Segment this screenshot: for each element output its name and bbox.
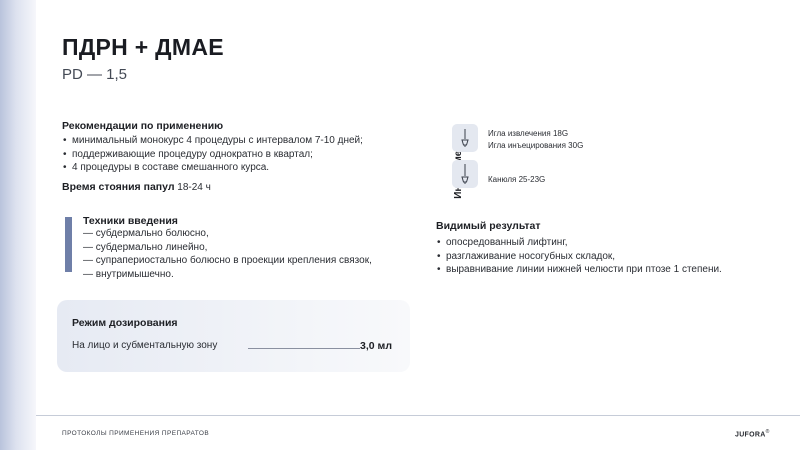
footer-caption: ПРОТОКОЛЫ ПРИМЕНЕНИЯ ПРЕПАРАТОВ <box>62 430 210 437</box>
dosing-heading: Режим дозирования <box>72 317 178 329</box>
dosing-card <box>57 300 410 372</box>
list-item: • минимальный монокурс 4 процедуры с интервалом 7-10 дней; <box>62 134 422 148</box>
dosing-zone: На лицо и субментальную зону <box>72 340 218 351</box>
list-item: — субдермально болюсно, <box>83 228 209 239</box>
needle-icon <box>452 124 478 152</box>
techniques-heading: Техники введения <box>83 215 178 227</box>
list-item: — внутримышечно. <box>83 268 174 280</box>
tool-line: Игла извлечения 18G <box>488 129 569 138</box>
page-subtitle: PD — 1,5 <box>62 66 128 83</box>
papule-duration <box>62 181 211 193</box>
brand-name: JUFORA <box>735 431 766 439</box>
list-item: • опосредованный лифтинг, <box>436 236 786 250</box>
papule-value: 18-24 ч <box>177 182 211 193</box>
result-section <box>436 220 786 277</box>
result-heading: Видимый результат <box>436 220 541 232</box>
tool-item-cannula <box>488 174 545 186</box>
list-item: • выравнивание линии нижней челюсти при птозе 1 степени. <box>436 263 786 277</box>
tool-item-needles <box>488 128 583 151</box>
recommendations-list <box>62 134 422 175</box>
techniques-section <box>83 215 423 281</box>
dosing-value: 3,0 мл <box>360 340 392 352</box>
recommendations-section <box>62 120 422 175</box>
recommendations-heading: Рекомендации по применению <box>62 120 224 132</box>
left-gradient-strip <box>0 0 36 450</box>
footer-divider <box>36 415 800 416</box>
dosing-leader-line <box>248 348 360 349</box>
result-list <box>436 236 786 277</box>
list-item: — супрапериостально болюсно в проекции крепления связок, <box>83 255 372 266</box>
dosing-row <box>72 340 392 354</box>
brand-logo <box>735 429 770 438</box>
cannula-icon <box>452 160 478 188</box>
list-item: • 4 процедуры в составе смешанного курса. <box>62 161 422 175</box>
list-item: • поддерживающие процедуру однократно в квартал; <box>62 148 422 162</box>
tool-line: Канюля 25-23G <box>488 175 546 184</box>
papule-label: Время стояния папул <box>62 181 175 193</box>
techniques-accent-bar <box>65 217 72 272</box>
page-title: ПДРН + ДМАЕ <box>62 34 224 60</box>
list-item: — субдермально линейно, <box>83 241 208 253</box>
list-item: • разглаживание носогубных складок, <box>436 250 786 264</box>
tool-line: Игла инъецирования 30G <box>488 140 584 150</box>
brand-mark: ® <box>765 429 770 435</box>
